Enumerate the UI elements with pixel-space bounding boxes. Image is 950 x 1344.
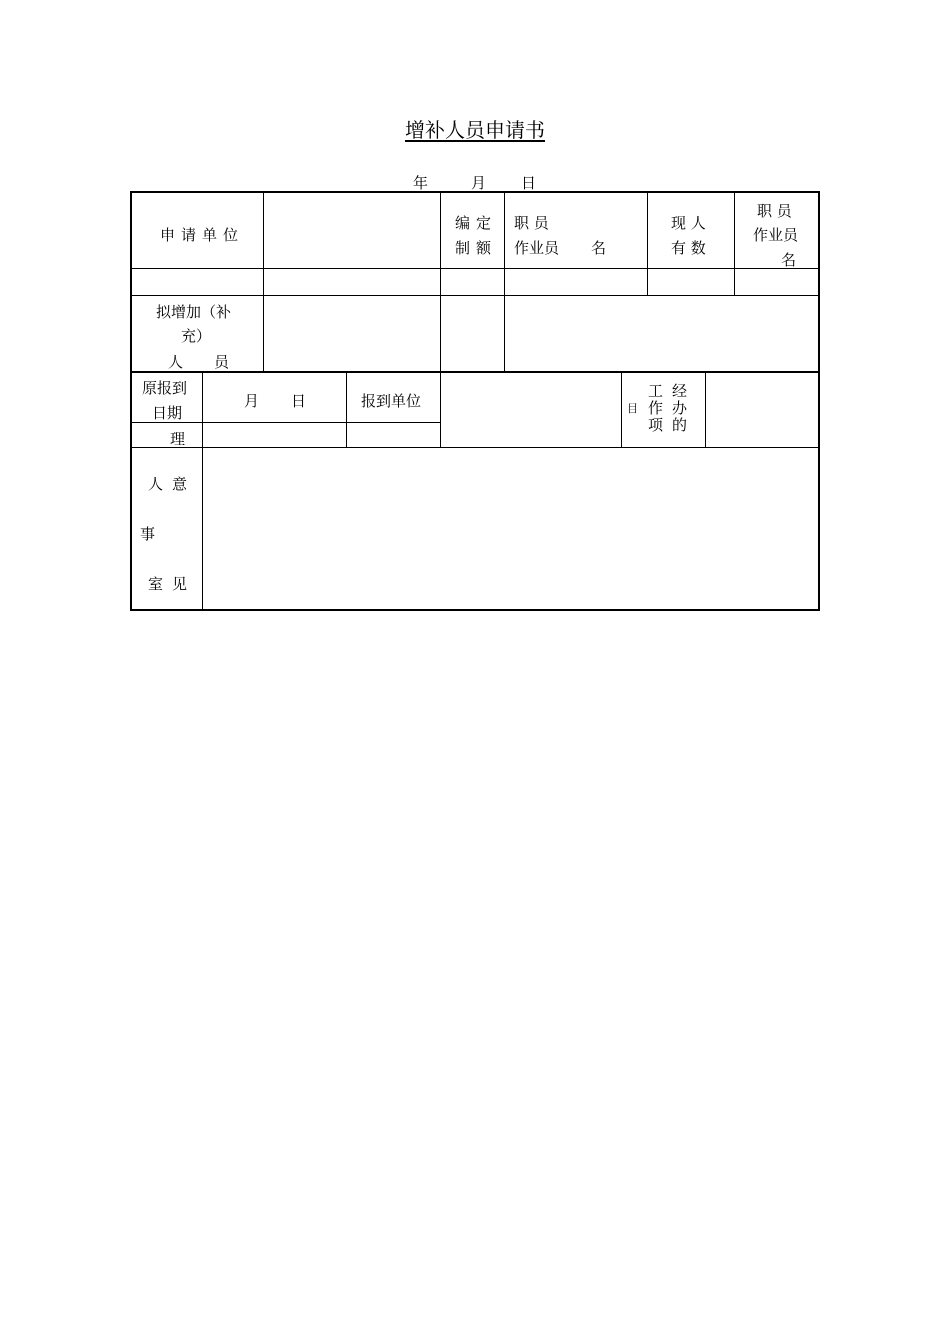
col-divider [346,371,347,447]
work-items-label-col2 [672,383,688,434]
col-divider [734,193,735,295]
proposed-label-line1: 拟增加（补 [156,303,232,321]
staff2-name-label: 名 [781,251,797,269]
hr-label-office: 室 [148,575,164,593]
row-divider [132,447,818,448]
row-divider [132,268,818,269]
proposed-label-staff: 员 [214,353,230,371]
report-unit-label: 报到单位 [361,392,422,410]
col-divider [504,193,505,371]
report-day-label: 日 [291,392,307,410]
proposed-label-person: 人 [168,353,184,371]
col-divider [647,193,648,295]
apply-unit-label: 申请单位 [160,226,245,244]
date-day-label: 日 [521,174,537,192]
hr-label-person: 人 [148,475,164,493]
report-date-label-line1: 原报到 [142,379,188,397]
work-char: 工 [648,382,664,400]
proposed-label-line2: 充） [181,327,212,345]
quota-label-line2: 制额 [455,239,498,257]
date-year-label: 年 [413,174,429,192]
application-table [130,191,820,611]
hr-label-opinion-b: 见 [172,575,188,593]
current-label-line2: 有 数 [671,239,706,257]
col-divider [440,193,441,371]
hr-label-affairs: 事 [140,525,156,543]
work-char: 办 [672,399,688,417]
work-char: 作 [648,399,664,417]
quota-label-line1: 编定 [455,214,498,232]
date-month-label: 月 [471,174,487,192]
current-label-line1: 现 人 [671,214,706,232]
hr-label-opinion-a: 意 [172,475,188,493]
form-title-text: 增补人员申请书 [405,118,545,142]
work-char: 的 [672,416,688,434]
row-divider [132,371,818,373]
work-items-mark: 目 [627,402,638,415]
staff2-label-line1: 职 员 [757,202,792,220]
form-title [0,117,950,143]
work-char: 经 [672,382,688,400]
col-divider [202,371,203,609]
col-divider [263,193,264,371]
report-month-label: 月 [244,392,260,410]
staff-label-line1: 职 员 [514,214,549,232]
staff2-label-line2: 作业员 [753,226,799,244]
col-divider [705,371,706,447]
report-date-label-line2: 日期 [152,404,183,422]
manage-label: 理 [170,430,186,448]
staff-name-label: 名 [591,239,607,257]
row-divider [132,295,818,296]
work-items-label-col1 [648,383,664,434]
date-line [0,172,950,192]
staff-label-line2: 作业员 [514,239,560,257]
work-char: 项 [648,416,664,434]
col-divider [621,371,622,447]
col-divider [440,371,441,447]
